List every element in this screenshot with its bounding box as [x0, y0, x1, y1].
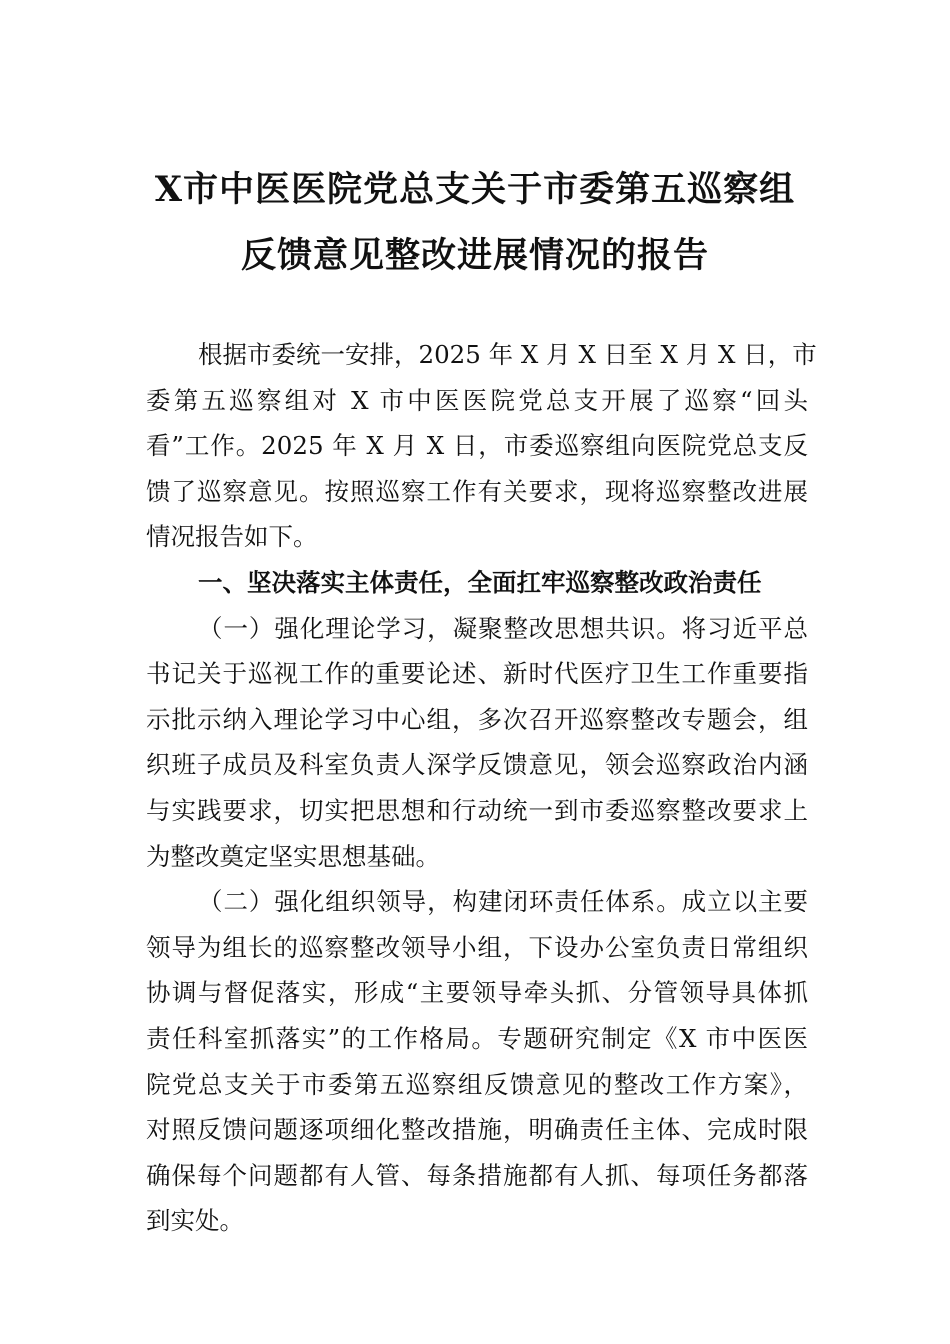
paragraph — [146, 606, 808, 880]
text-line: 对照反馈问题逐项细化整改措施，明确责任主体、完成时限 — [146, 1115, 808, 1145]
paragraph — [146, 879, 808, 1244]
text-line: 领导为组长的巡察整改领导小组，下设办公室负责日常组织 — [146, 932, 808, 962]
text-line: 看”工作。2025 年 X 月 X 日，市委巡察组向医院党总支反 — [146, 431, 808, 461]
text-line: 确保每个问题都有人管、每条措施都有人抓、每项任务都落 — [146, 1160, 808, 1190]
document-body — [146, 332, 817, 1244]
text-line: 馈了巡察意见。按照巡察工作有关要求，现将巡察整改进展 — [146, 476, 808, 506]
text-line: 委第五巡察组对 X 市中医医院党总支开展了巡察“回头 — [146, 385, 808, 415]
text-line: 与实践要求，切实把思想和行动统一到市委巡察整改要求上 — [146, 795, 808, 825]
text-line: 院党总支关于市委第五巡察组反馈意见的整改工作方案》， — [146, 1069, 808, 1099]
section-heading — [146, 560, 808, 606]
paragraph — [146, 332, 817, 560]
text-line: 一、坚决落实主体责任，全面扛牢巡察整改政治责任 — [198, 567, 762, 597]
text-line: 情况报告如下。 — [146, 522, 318, 552]
document-title-line-2: 反馈意见整改进展情况的报告 — [240, 235, 709, 276]
text-line: 书记关于巡视工作的重要论述、新时代医疗卫生工作重要指 — [146, 659, 808, 689]
text-line: 示批示纳入理论学习中心组，多次召开巡察整改专题会，组 — [146, 704, 808, 734]
text-line: 为整改奠定坚实思想基础。 — [146, 841, 440, 871]
text-line: 到实处。 — [146, 1206, 244, 1236]
text-line: （二）强化组织领导，构建闭环责任体系。成立以主要 — [198, 887, 808, 917]
text-line: 织班子成员及科室负责人深学反馈意见，领会巡察政治内涵 — [146, 750, 808, 780]
text-line: 协调与督促落实，形成“主要领导牵头抓、分管领导具体抓 — [146, 978, 808, 1008]
document-title-line-1: X市中医医院党总支关于市委第五巡察组 — [154, 169, 796, 210]
text-line: 责任科室抓落实”的工作格局。专题研究制定《X 市中医医 — [146, 1023, 808, 1053]
text-line: 根据市委统一安排，2025 年 X 月 X 日至 X 月 X 日，市 — [198, 340, 817, 369]
text-line: （一）强化理论学习，凝聚整改思想共识。将习近平总 — [198, 613, 808, 643]
